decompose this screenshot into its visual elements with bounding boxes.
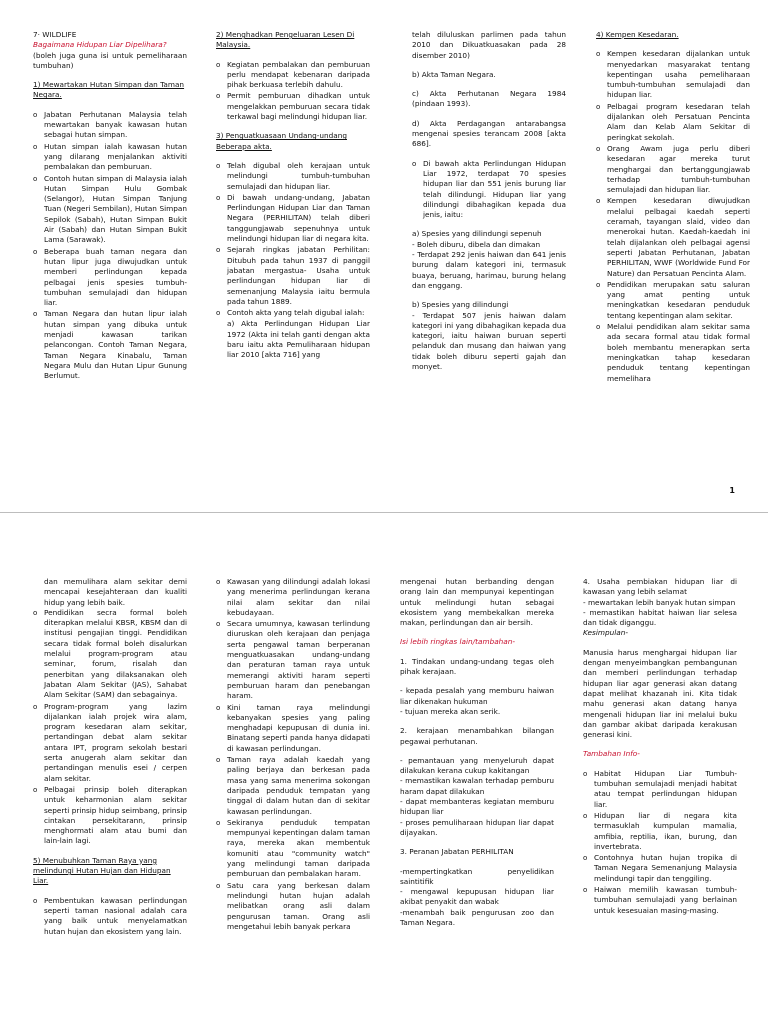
subheading: Kesimpulan- (583, 628, 628, 638)
document-page-2 (0, 512, 768, 1025)
bullet-list (216, 161, 370, 318)
list-item: o Pendidikan merupakan satu saluran yang amat penting untuk meningkatkan kesedaran penduduk tentang kepentingan alam sekitar. (596, 280, 750, 321)
section-title: 3) Penguatkuasaan Undang-undang Beberapa akta. (216, 131, 348, 151)
paragraph: - Terdapat 292 jenis haiwan dan 641 jenis burung dalam kategori ini, termasuk buaya, beruang, harimau, burung helang dan enggang. (412, 250, 566, 290)
list-item: o Taman Negara dan hutan lipur ialah hutan simpan yang dibuka untuk menjadi kawasan tarikan pelancongan. Contoh Taman Negara, Taman Negara Kinabalu, Taman Negara Mulu dan Hutan Lipur Gunung Berlumut. (33, 309, 187, 381)
list-item: o Contohnya hutan hujan tropika di Taman Negara Semenanjung Malaysia melindungi tapir dan tenggiling. (583, 853, 737, 884)
section-title: 1) Mewartakan Hutan Simpan dan Taman Negara. (33, 80, 185, 100)
list-item: o Permit pemburuan dihadkan untuk mengelakkan pemburuan secara tidak terkawal bagi melindungi hidupan liar. (216, 91, 370, 122)
paragraph: Manusia harus menghargai hidupan liar dengan menyeimbangkan pembangunan dan memberi perlindungan terhadap hidupan liar agar generasi akan datang dapat melihat khazanah ini. Kita tidak mahu generasi akan datang hanya mengenali hidupan liar ini melalui buku dan gambar akibat daripada kerakusan generasi kini. (583, 647, 737, 740)
bullet-list (583, 769, 737, 916)
doc-heading: 7· WILDLIFE (33, 30, 77, 39)
list-item: o Contoh hutan simpan di Malaysia ialah Hutan Simpan Hulu Gombak (Selangor), Hutan Simpan Tanjung Tuan (Negeri Sembilan), Hutan Simpan Sepilok (Sabah), Hutan Simpan Bukit Air (Sabah) dan Hutan Simpan Bukit Lama (Sarawak). (33, 174, 187, 246)
list-item: o Program-program yang lazim dijalankan ialah projek wira alam, program kesedaran alam sekitar, pertandingan debat alam sekitar antara IPT, program sekolah bestari serta anugerah alam sekitar dan pertandingan menulis esei / cerpen alam sekitar. (33, 702, 187, 784)
list-item: o Kini taman raya melindungi kebanyakan spesies yang paling menghadapi kepupusan di dunia ini. Binatang seperti panda hanya didapati di kawasan perlindungan. (216, 703, 370, 754)
list-item: o Kawasan yang dilindungi adalah lokasi yang menerima perlindungan kerana nilai alam sekitar dan nilai kebudayaan. (216, 577, 370, 618)
page1-column-3 (412, 30, 566, 381)
page2-column-4 (583, 577, 737, 925)
doc-question: Bagaimana Hidupan Liar Dipelihara? (33, 40, 167, 50)
bullet-list (216, 577, 370, 932)
list-item: o Satu cara yang berkesan dalam melindungi hutan hujan adalah melibatkan orang asli dalam pengurusan taman. Orang asli mengetahui lebih banyak perkara (216, 881, 370, 932)
paragraph: -mempertingkatkan penyelidikan saintitifik (400, 866, 554, 886)
page-number: 1 (729, 486, 735, 495)
page1-column-4 (596, 30, 750, 393)
list-item: o Hidupan liar di negara kita termasuklah kumpulan mamalia, amfibia, reptilia, ikan, burung, dan invertebrata. (583, 811, 737, 852)
list-item: o Taman raya adalah kaedah yang paling berjaya dan berkesan pada masa yang sama menerima sokongan daripada penduduk tempatan yang tinggal di dalam hutan dan di sekitar kawasan perlindungan. (216, 755, 370, 817)
subheading: b) Spesies yang dilindungi (412, 300, 509, 310)
bullet-list (33, 110, 187, 382)
numbered-item: 2. kerajaan menambahkan bilangan pegawai perhutanan. (400, 726, 554, 746)
list-item: o Sejarah ringkas jabatan Perhilitan: Ditubuh pada tahun 1937 di panggil jabatan mergastua- Usaha untuk perlindungan hidupan liar di semenanjung Malaysia iaitu bermula pada tahun 1889. (216, 245, 370, 307)
bullet-list (33, 608, 187, 847)
numbered-item: 1. Tindakan undang-undang tegas oleh pihak kerajaan. (400, 656, 554, 677)
list-item: o Contoh akta yang telah digubal ialah: (216, 308, 370, 318)
list-item: o Di bawah undang-undang, Jabatan Perlindungan Hidupan Liar dan Taman Negara (PERHILITAN) telah diberi tanggungjawab sepenuhnya untuk melindungi hidupan liar di negara kita. (216, 193, 370, 244)
list-item: o Melalui pendidikan alam sekitar sama ada secara formal atau tidak formal boleh membantu menerapkan serta meningkatkan tahap kesedaran penduduk tentang kepentingan memelihara (596, 322, 750, 384)
paragraph: - memastikan habitat haiwan liar selesa dan tidak diganggu. (583, 607, 737, 628)
list-item: o Pendidikan secra formal boleh diterapkan melalui KBSR, KBSM dan di institusi pengajian tinggi. Pendidikan secara tidak formal boleh disalurkan melalui program-program atau seminar, forum, risalah dan penerbitan yang dilaksanakan oleh Jabatan Alam Sekitar (JAS), Sahabat Alam Sekitar (SAM) dan sebagainya. (33, 608, 187, 701)
list-item: o Telah digubal oleh kerajaan untuk melindungi tumbuh-tumbuhan semulajadi dan hidupan liar. (216, 161, 370, 192)
paragraph: - Boleh diburu, dibela dan dimakan (412, 239, 541, 249)
page1-column-2 (216, 30, 370, 370)
list-item: o Pembentukan kawasan perlindungan seperti taman nasional adalah cara yang baik untuk menyelamatkan hutan hujan dan ekosistem yang lain. (33, 896, 187, 937)
section-title: 4) Kempen Kesedaran. (596, 30, 679, 39)
paragraph: telah diluluskan parlimen pada tahun 2010 dan Dikuatkuasakan pada 28 disember 2010) (412, 30, 566, 60)
list-item: o Pelbagai program kesedaran telah dijalankan oleh Persatuan Pencinta Alam dan Kelab Alam Sekitar di peringkat sekolah. (596, 102, 750, 143)
list-item: o Sekiranya penduduk tempatan mempunyai kepentingan dalam taman raya, mereka akan membentuk komuniti atau "community watch" yang melindungi taman daripada pemburuan dan pembalakan haram. (216, 818, 370, 880)
act-item: d) Akta Perdagangan antarabangsa mengenai spesies terancam 2008 [akta 686]. (412, 118, 566, 149)
list-item: o Orang Awam juga perlu diberi kesedaran agar mereka turut menghargai dan bertanggungjawab terhadap tumbuh-tumbuhan semulajadi dan hidupan liar. (596, 144, 750, 195)
list-item: o Kegiatan pembalakan dan pemburuan perlu mendapat kebenaran daripada pihak berkuasa terlebih dahulu. (216, 60, 370, 91)
page2-column-2 (216, 577, 370, 941)
paragraph: - mengawal kepupusan hidupan liar akibat penyakit dan wabak (400, 887, 554, 907)
list-item: o Haiwan memilih kawasan tumbuh-tumbuhan semulajadi yang berlainan untuk kesesuaian masing-masing. (583, 885, 737, 916)
paragraph: dan memulihara alam sekitar demi mencapai kesejahteraan dan kualiti hidup yang lebih baik. (44, 577, 187, 607)
act-item: b) Akta Taman Negara. (412, 69, 496, 79)
numbered-item: 4. Usaha pembiakan hidupan liar di kawasan yang lebih selamat (583, 577, 737, 597)
paragraph: - dapat membanteras kegiatan memburu hidupan liar (400, 797, 554, 817)
subheading: Tambahan Info- (583, 749, 640, 759)
paragraph: - Terdapat 507 jenis haiwan dalam kategori ini yang dibahagikan kepada dua kategori, iaitu haiwan buruan seperti pelanduk dan musang dan haiwan yang tidak boleh diburu seperti gajah dan monyet. (412, 310, 566, 372)
section-title: 2) Menghadkan Pengeluaran Lesen Di Malaysia. (216, 30, 355, 50)
bullet-list (596, 49, 750, 384)
paragraph: -menambah baik pengurusan zoo dan Taman Negara. (400, 907, 554, 928)
document-page-1 (0, 0, 768, 512)
subheading: a) Spesies yang dilindungi sepenuh (412, 229, 542, 239)
subheading: Isi lebih ringkas lain/tambahan- (400, 637, 516, 647)
page2-column-3 (400, 577, 554, 937)
page2-column-1 (33, 577, 187, 946)
numbered-item: 3. Peranan Jabatan PERHILITAN (400, 847, 514, 857)
bullet-list (216, 60, 370, 123)
list-item: o Beberapa buah taman negara dan hutan lipur juga diwujudkan untuk memberi perlindungan kepada pelbagai jenis spesies tumbuh-tumbuhan semulajadi dan hidupan liar. (33, 247, 187, 309)
paragraph: - memastikan kawalan terhadap pemburu haram dapat dilakukan (400, 776, 554, 796)
act-item: c) Akta Perhutanan Negara 1984 (pindaan 1993). (412, 89, 566, 109)
section-title: 5) Menubuhkan Taman Raya yang melindungi Hutan Hujan dan Hidupan Liar. (33, 855, 171, 886)
doc-note: (boleh juga guna isi untuk pemeliharaan tumbuhan) (33, 50, 187, 70)
list-item: o Hutan simpan ialah kawasan hutan yang dilarang menjalankan aktiviti pembalakan dan pemburuan. (33, 142, 187, 173)
paragraph: - mewartakan lebih banyak hutan simpan (583, 597, 736, 607)
list-item: o Di bawah akta Perlindungan Hidupan Liar 1972, terdapat 70 spesies hidupan liar dan 551 jenis burung liar telah dilindungi. Hidupan liar yang dilindungi dibahagikan kepada dua jenis, iaitu: (412, 159, 566, 221)
list-item: o Jabatan Perhutanan Malaysia telah mewartakan banyak kawasan hutan sebagai hutan simpan. (33, 110, 187, 141)
list-item: o Pelbagai prinsip boleh diterapkan untuk keharmonian alam sekitar seperti prinsip hidup seimbang, prinsip cintakan persekitarann, prinsip menghormati alam atau bumi dan lain-lain lagi. (33, 785, 187, 847)
page1-column-1 (33, 30, 187, 391)
bullet-list (33, 896, 187, 937)
list-item: o Kempen kesedaran diwujudkan melalui pelbagai kaedah seperti ceramah, tayangan slaid, video dan menerokai hutan. Kaedah-kaedah ini telah dijalankan oleh pelbagai agensi seperti Jabatan Perhutanan, Jabatan PERHILITAN, WWF (Worldwide Fund For Nature) dan Persatuan Pencinta Alam. (596, 196, 750, 278)
paragraph: - proses pemuliharaan hidupan liar dapat dijayakan. (400, 817, 554, 837)
list-item: o Habitat Hidupan Liar Tumbuh-tumbuhan semulajadi menjadi habitat atau tempat perlindungan hidupan liar. (583, 769, 737, 810)
bullet-list (412, 159, 566, 221)
list-item: o Kempen kesedaran dijalankan untuk menyedarkan masyarakat tentang kepentingan usaha pemeliharaan tumbuh-tumbuhan semulajadi dan hidupan liar. (596, 49, 750, 100)
paragraph: - tujuan mereka akan serik. (400, 706, 501, 716)
paragraph: - kepada pesalah yang memburu haiwan liar dikenakan hukuman (400, 686, 554, 706)
act-item: a) Akta Perlindungan Hidupan Liar 1972 (Akta ini telah ganti dengan akta baru iaitu akta Pemuliharaan hidupan liar 2010 [akta 716] yang (227, 319, 370, 360)
paragraph: - pemantauan yang menyeluruh dapat dilakukan kerana cukup kakitangan (400, 755, 554, 776)
list-item: o Secara umumnya, kawasan terlindung diuruskan oleh kerajaan dan penjaga serta pengawal taman berperanan menguatkuasakan undang-undang dan peraturan taman raya untuk memerangi aktiviti haram seperti pemburuan haram dan penebangan haram. (216, 619, 370, 701)
paragraph: mengenai hutan berbanding dengan orang lain dan mempunyai kepentingan untuk melindungi hutan sebagai ekosistem yang membekalkan mereka makan, perlindungan dan air bersih. (400, 577, 554, 628)
